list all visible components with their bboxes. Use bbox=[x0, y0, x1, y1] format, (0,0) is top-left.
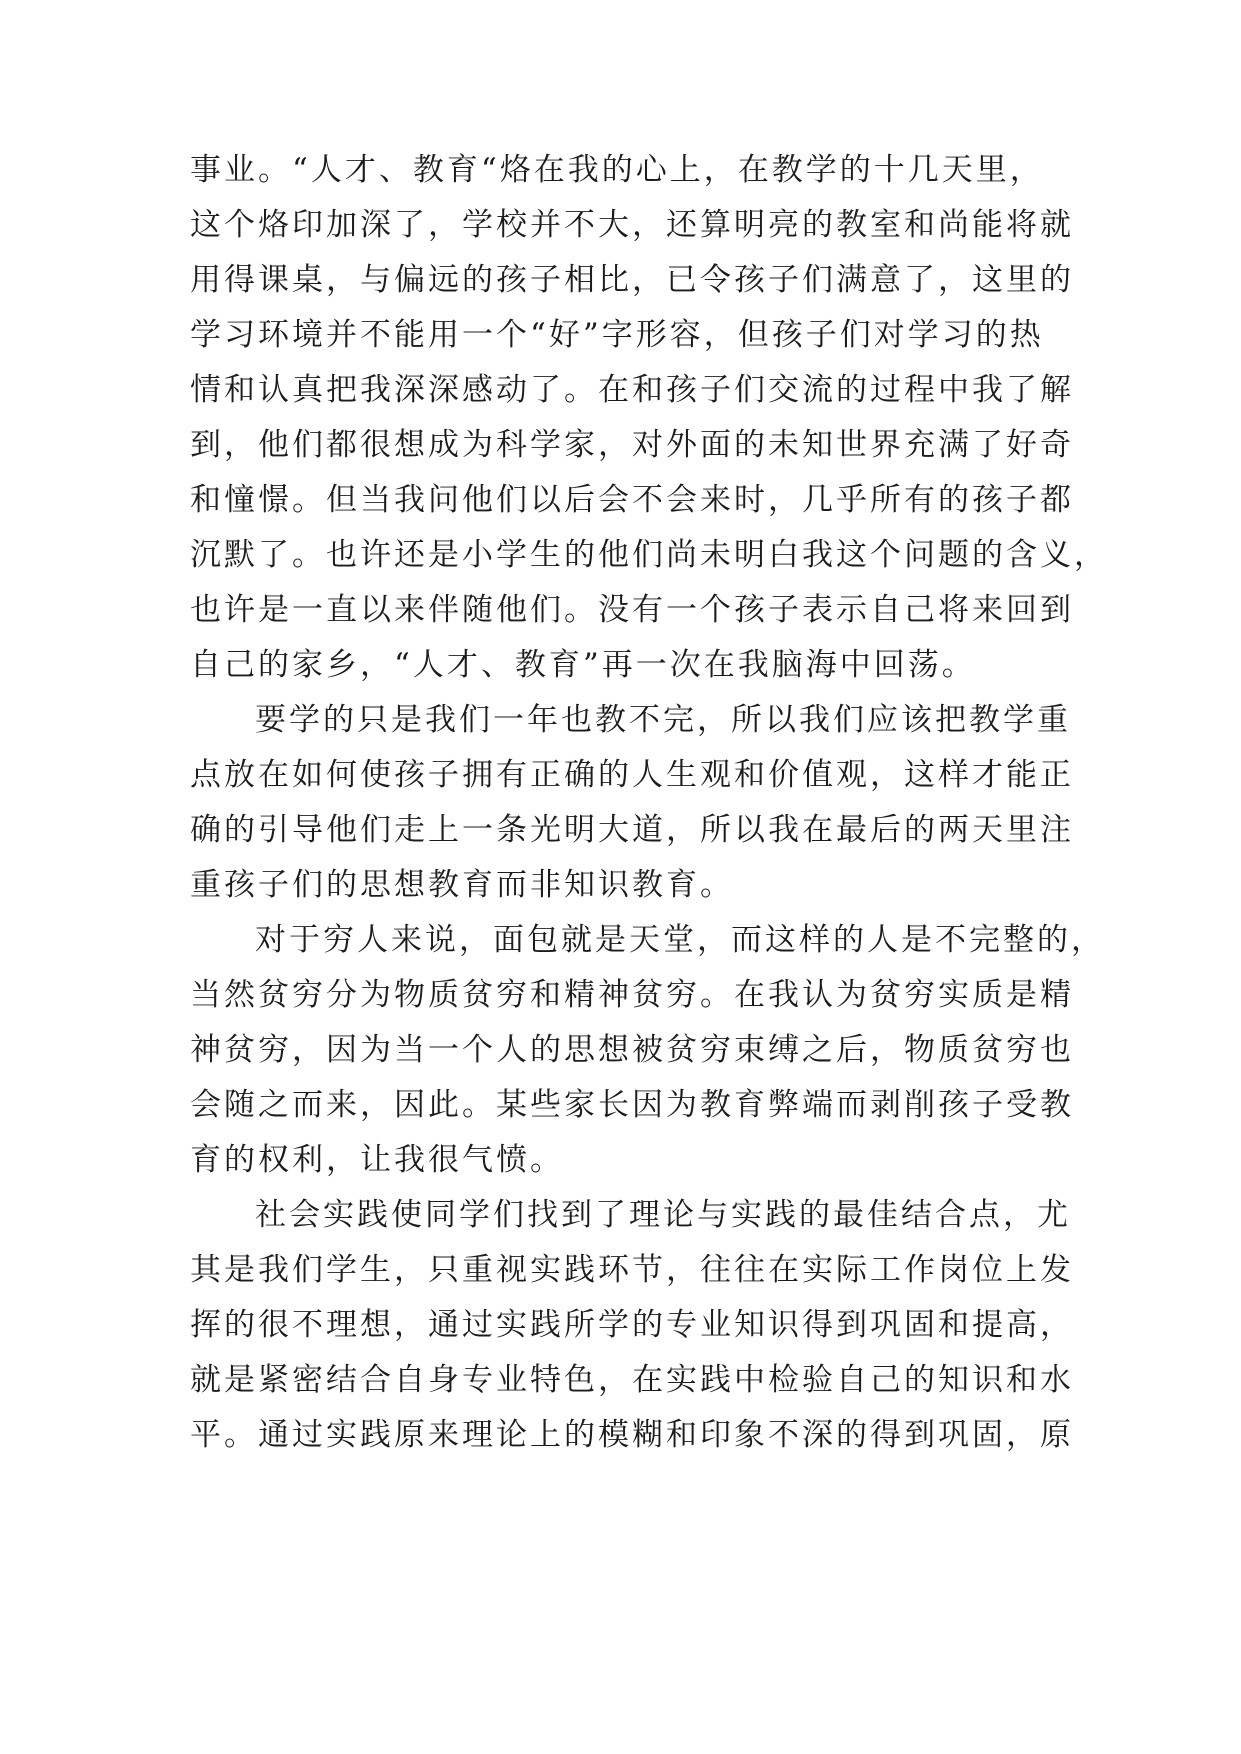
text-line-14: 重孩子们的思想教育而非知识教育。 bbox=[190, 867, 734, 903]
text-line-8: 沉默了。也许还是小学生的他们尚未明白我这个问题的含义， bbox=[190, 537, 1108, 573]
text-line-16: 当然贫穷分为物质贫穷和精神贫穷。在我认为贫穷实质是精 bbox=[190, 977, 1074, 1013]
text-line-13: 确的引导他们走上一条光明大道，所以我在最后的两天里注 bbox=[190, 812, 1074, 848]
text-line-3: 用得课桌，与偏远的孩子相比，已令孩子们满意了，这里的 bbox=[190, 262, 1074, 298]
text-line-1: 事业。“人才、教育“烙在我的心上，在教学的十几天里， bbox=[190, 152, 1044, 188]
text-line-2: 这个烙印加深了，学校并不大，还算明亮的教室和尚能将就 bbox=[190, 207, 1074, 243]
text-line-9: 也许是一直以来伴随他们。没有一个孩子表示自己将来回到 bbox=[190, 592, 1074, 628]
text-line-23: 就是紧密结合自身专业特色，在实践中检验自己的知识和水 bbox=[190, 1362, 1074, 1398]
text-line-7: 和憧憬。但当我问他们以后会不会来时，几乎所有的孩子都 bbox=[190, 482, 1074, 518]
text-line-18: 会随之而来，因此。某些家长因为教育弊端而剥削孩子受教 bbox=[190, 1087, 1074, 1123]
text-line-6: 到，他们都很想成为科学家，对外面的未知世界充满了好奇 bbox=[190, 427, 1074, 463]
text-line-17: 神贫穷，因为当一个人的思想被贫穷束缚之后，物质贫穷也 bbox=[190, 1032, 1074, 1068]
text-line-22: 挥的很不理想，通过实践所学的专业知识得到巩固和提高， bbox=[190, 1307, 1074, 1343]
text-line-20: 社会实践使同学们找到了理论与实践的最佳结合点，尤 bbox=[255, 1197, 1071, 1233]
text-line-24: 平。通过实践原来理论上的模糊和印象不深的得到巩固，原 bbox=[190, 1417, 1074, 1453]
text-line-19: 育的权利，让我很气愤。 bbox=[190, 1142, 564, 1178]
text-line-21: 其是我们学生，只重视实践环节，往往在实际工作岗位上发 bbox=[190, 1252, 1074, 1288]
text-line-15: 对于穷人来说，面包就是天堂，而这样的人是不完整的， bbox=[255, 922, 1105, 958]
text-line-10: 自己的家乡，“人才、教育”再一次在我脑海中回荡。 bbox=[190, 647, 976, 683]
text-line-5: 情和认真把我深深感动了。在和孩子们交流的过程中我了解 bbox=[190, 372, 1074, 408]
text-line-4: 学习环境并不能用一个“好”字形容，但孩子们对学习的热 bbox=[190, 317, 1044, 353]
text-line-11: 要学的只是我们一年也教不完，所以我们应该把教学重 bbox=[255, 702, 1071, 738]
text-line-12: 点放在如何使孩子拥有正确的人生观和价值观，这样才能正 bbox=[190, 757, 1074, 793]
